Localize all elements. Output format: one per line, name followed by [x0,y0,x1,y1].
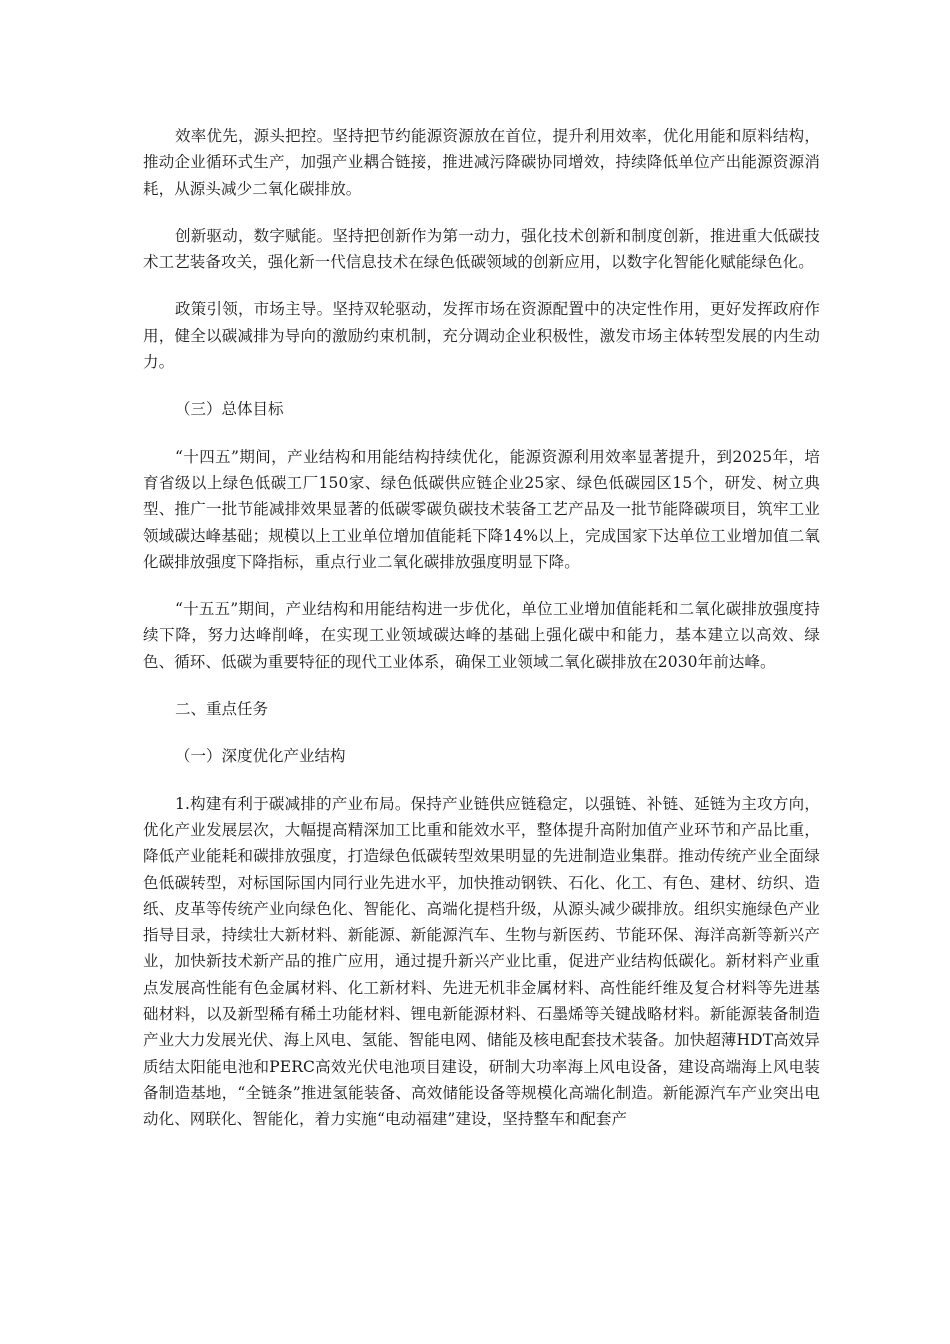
paragraph-policy: 政策引领，市场主导。坚持双轮驱动，发挥市场在资源配置中的决定性作用，更好发挥政府作用，健全以碳减排为导向的激励约束机制，充分调动企业积极性，激发市场主体转型发展的内生动力。 [143,300,820,372]
paragraph-14th-five-year: “十四五”期间，产业结构和用能结构持续优化，能源资源利用效率显著提升，到2025年，培育省级以上绿色低碳工厂150家、绿色低碳供应链企业25家、绿色低碳园区15个，研发、树立典型、推广一批节能减排效果显著的低碳零碳负碳技术装备工艺产品及一批节能降碳项目，筑牢工业领域碳达峰基础；规模以上工业单位增加值能耗下降14%以上，完成国家下达单位工业增加值二氧化碳排放强度下降指标，重点行业二氧化碳排放强度明显下降。 [143,447,820,571]
section-heading-overall-goals: （三）总体目标 [175,400,284,419]
paragraph-industry-layout: 1.构建有利于碳减排的产业布局。保持产业链供应链稳定，以强链、补链、延链为主攻方向，优化产业发展层次，大幅提高精深加工比重和能效水平，整体提升高附加值产业环节和产品比重，降低产业能耗和碳排放强度，打造绿色低碳转型效果明显的先进制造业集群。推动传统产业全面绿色低碳转型，对标国际国内同行业先进水平，加快推动钢铁、石化、化工、有色、建材、纺织、造纸、皮革等传统产业向绿色化、智能化、高端化提档升级，从源头减少碳排放。组织实施绿色产业指导目录，持续壮大新材料、新能源、新能源汽车、生物与新医药、节能环保、海洋高新等新兴产业，加快新技术新产品的推广应用，通过提升新兴产业比重，促进产业结构低碳化。新材料产业重点发展高性能有色金属材料、化工新材料、先进无机非金属材料、高性能纤维及复合材料等先进基础材料，以及新型稀有稀土功能材料、锂电新能源材料、石墨烯等关键战略材料。新能源装备制造产业大力发展光伏、海上风电、氢能、智能电网、储能及核电配套技术装备。加快超薄HDT高效异质结太阳能电池和PERC高效光伏电池项目建设，研制大功率海上风电设备，建设高端海上风电装备制造基地，“全链条”推进氢能装备、高效储能设备等规模化高端化制造。新能源汽车产业突出电动化、网联化、智能化，着力实施“电动福建”建设，坚持整车和配套产 [143,794,820,1129]
paragraph-efficiency: 效率优先，源头把控。坚持把节约能源资源放在首位，提升利用效率，优化用能和原料结构，推动企业循环式生产，加强产业耦合链接，推进减污降碳协同增效，持续降低单位产出能源资源消耗，从源头减少二氧化碳排放。 [143,127,820,198]
section-heading-optimize-industry: （一）深度优化产业结构 [175,747,346,766]
section-heading-key-tasks: 二、重点任务 [175,700,269,719]
paragraph-15th-five-year: “十五五”期间，产业结构和用能结构进一步优化，单位工业增加值能耗和二氧化碳排放强度持续下降，努力达峰削峰，在实现工业领域碳达峰的基础上强化碳中和能力，基本建立以高效、绿色、循环、低碳为重要特征的现代工业体系，确保工业领域二氧化碳排放在2030年前达峰。 [143,600,820,671]
paragraph-innovation: 创新驱动，数字赋能。坚持把创新作为第一动力，强化技术创新和制度创新，推进重大低碳技术工艺装备攻关，强化新一代信息技术在绿色低碳领域的创新应用，以数字化智能化赋能绿色化。 [143,226,820,272]
